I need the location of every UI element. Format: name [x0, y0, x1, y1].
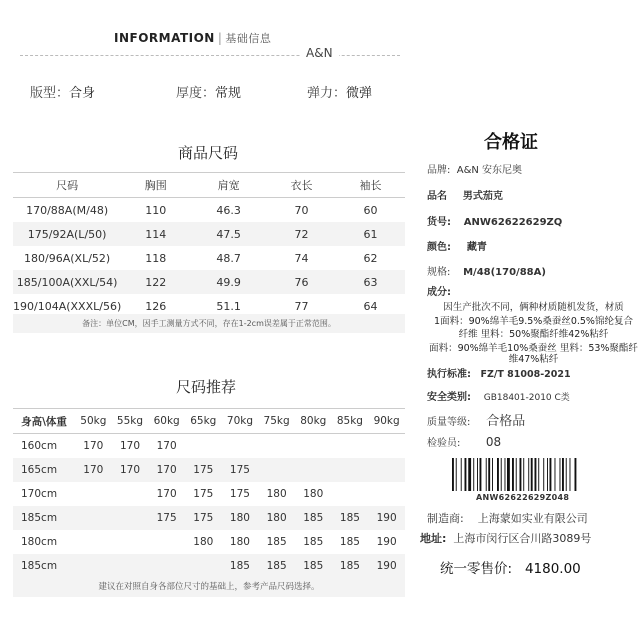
table-cell: 180cm — [21, 536, 58, 548]
recommendation-note: 建议在对照自身各部位尺寸的基础上，参考产品尺码选择。 — [13, 575, 405, 597]
table-cell: 185 — [332, 554, 369, 578]
table-cell: 46.3 — [190, 198, 267, 223]
table-cell — [185, 434, 222, 459]
barcode-bar — [473, 458, 474, 491]
brand-logo-text: A&N — [300, 46, 339, 60]
table-cell: 72 — [267, 222, 336, 246]
table-cell — [332, 458, 369, 482]
table-cell — [222, 434, 259, 459]
cert-address-row: 地址: 上海市闵行区合川路3089号 — [420, 532, 592, 545]
barcode-bar — [550, 458, 552, 491]
barcode-bar — [531, 458, 533, 491]
table-cell: 190/104A(XXXL/56) — [13, 294, 121, 318]
barcode-bar — [452, 458, 454, 491]
cert-color-row: 颜色: 藏青 — [427, 242, 487, 253]
barcode-bar — [535, 458, 537, 491]
table-cell: 47.5 — [190, 222, 267, 246]
composition-line: 因生产批次不同，俩种材质随机发货，材质 — [443, 302, 624, 313]
barcode-bar — [501, 458, 502, 491]
table-row — [13, 246, 405, 270]
table-cell: 70 — [267, 198, 336, 223]
size-col-header: 袖长 — [336, 173, 405, 198]
barcode-bar — [486, 458, 487, 491]
cert-spec-row: 规格: M/48(170/88A) — [427, 267, 546, 278]
cert-grade-row: 质量等级: 合格品 — [427, 414, 526, 429]
table-cell: 185 — [332, 506, 369, 530]
table-cell: 175 — [222, 458, 259, 482]
recommendation-title: 尺码推荐 — [176, 378, 237, 396]
table-cell — [75, 506, 112, 530]
size-table-header — [13, 173, 405, 198]
table-cell — [332, 434, 369, 459]
table-cell: 170cm — [21, 488, 58, 500]
table-cell: 74 — [267, 246, 336, 270]
prop-thickness: 厚度：常规 — [176, 86, 242, 101]
barcode-bar — [562, 458, 564, 491]
dotted-divider — [20, 55, 400, 56]
composition-line: 维47%粘纤 — [508, 354, 559, 365]
table-cell: 64 — [336, 294, 405, 318]
size-chart-title: 商品尺码 — [178, 144, 239, 162]
table-cell: 185cm — [13, 506, 75, 530]
size-col-header: 尺码 — [13, 173, 121, 198]
rec-col-header: 85kg — [332, 409, 369, 434]
barcode-bar — [488, 458, 490, 491]
info-subtitle: 基础信息 — [225, 32, 272, 45]
table-cell: 180/96A(XL/52) — [13, 246, 121, 270]
table-cell: 190 — [376, 536, 397, 548]
table-cell: 170 — [156, 488, 177, 500]
table-cell: 180 — [229, 536, 250, 548]
table-row — [13, 530, 405, 554]
rec-col-header: 50kg — [75, 409, 112, 434]
composition-line: 1面料：90%绵羊毛9.5%桑蚕丝0.5%锦纶复合 — [434, 315, 633, 327]
table-row — [13, 434, 405, 459]
barcode-bar — [547, 458, 548, 491]
barcode-bar — [497, 458, 499, 491]
table-cell — [295, 434, 332, 459]
table-cell — [75, 482, 112, 506]
table-cell: 175 — [193, 488, 214, 500]
table-cell: 48.7 — [190, 246, 267, 270]
table-cell: 63 — [336, 270, 405, 294]
table-cell: 77 — [267, 294, 336, 318]
table-cell — [368, 434, 405, 459]
table-row — [13, 270, 405, 294]
barcode-bar — [512, 458, 514, 491]
table-cell: 180 — [303, 488, 324, 500]
table-cell — [112, 506, 149, 530]
table-cell: 180 — [266, 488, 287, 500]
table-cell — [148, 530, 185, 554]
barcode-number: ANW62622629Z048 — [476, 493, 570, 502]
table-cell: 170 — [156, 440, 177, 452]
table-cell: 175 — [185, 458, 222, 482]
cert-name-row: 品名 男式茄克 — [427, 191, 503, 202]
rec-col-header: 75kg — [258, 409, 295, 434]
table-cell: 170 — [112, 458, 149, 482]
table-cell: 185/100A(XXL/54) — [13, 270, 121, 294]
cert-composition-text — [427, 301, 640, 365]
table-cell: 170 — [148, 458, 185, 482]
table-cell: 175 — [148, 506, 185, 530]
table-cell: 61 — [336, 222, 405, 246]
table-cell — [332, 482, 369, 506]
table-cell: 126 — [121, 294, 190, 318]
barcode-bar — [468, 458, 471, 491]
size-col-header: 衣长 — [267, 173, 336, 198]
table-row — [13, 458, 405, 482]
table-cell: 110 — [121, 198, 190, 223]
cert-inspector-row: 检验员: 08 — [427, 435, 502, 449]
table-cell — [368, 458, 405, 482]
table-cell — [112, 530, 149, 554]
barcode-bar — [507, 458, 510, 491]
size-col-header: 胸围 — [121, 173, 190, 198]
composition-line: 面料：90%绵羊毛10%桑蚕丝 里料：53%聚酯纤 — [429, 342, 638, 354]
table-cell: 165cm — [13, 458, 75, 482]
cert-safety-row: 安全类别: GB18401-2010 C类 — [427, 392, 570, 403]
barcode-bar — [505, 458, 506, 491]
rec-col-header: 60kg — [148, 409, 185, 434]
barcode-bar — [456, 458, 457, 491]
table-cell: 190 — [368, 506, 405, 530]
table-cell: 185 — [295, 554, 332, 578]
barcode-bar — [566, 458, 567, 491]
composition-line: 纤维 里料：50%聚酯纤维42%粘纤 — [458, 329, 609, 340]
barcode-image — [452, 458, 612, 498]
table-cell: 62 — [336, 246, 405, 270]
table-cell: 76 — [267, 270, 336, 294]
barcode-bar — [543, 458, 544, 491]
cert-sku-row: 货号: ANW62622629ZQ — [427, 217, 563, 228]
table-cell — [258, 458, 295, 482]
table-cell: 170/88A(M/48) — [13, 198, 121, 223]
cert-standard-row: 执行标准: FZ/T 81008-2021 — [427, 369, 571, 380]
info-title: INFORMATION — [114, 31, 215, 45]
table-cell: 170 — [83, 440, 104, 452]
barcode-bar — [480, 458, 482, 491]
table-cell: 170 — [119, 440, 140, 452]
table-cell: 180 — [258, 506, 295, 530]
table-cell: 170 — [75, 458, 112, 482]
barcode-bar — [560, 458, 561, 491]
table-cell — [258, 434, 295, 459]
table-cell — [112, 482, 149, 506]
table-cell: 185cm — [13, 554, 75, 578]
table-cell: 190 — [368, 554, 405, 578]
prop-elasticity: 弹力：微弹 — [307, 86, 373, 101]
info-header — [114, 30, 271, 46]
table-cell: 51.1 — [190, 294, 267, 318]
table-cell: 185 — [339, 536, 360, 548]
barcode-bar — [477, 458, 478, 491]
rec-col-header: 90kg — [368, 409, 405, 434]
rec-col-header: 70kg — [222, 409, 259, 434]
rec-col-header: 80kg — [295, 409, 332, 434]
table-row — [13, 506, 405, 530]
table-cell: 185 — [295, 506, 332, 530]
table-cell: 118 — [121, 246, 190, 270]
table-cell: 122 — [121, 270, 190, 294]
table-cell: 175 — [185, 506, 222, 530]
table-row — [13, 482, 405, 506]
table-cell: 185 — [303, 536, 324, 548]
table-cell: 175 — [229, 488, 250, 500]
size-col-header: 肩宽 — [190, 173, 267, 198]
table-row — [13, 198, 405, 223]
cert-brand-row: 品牌: A&N 安东尼奥 — [427, 165, 523, 176]
table-cell: 160cm — [21, 440, 58, 452]
table-cell: 185 — [266, 536, 287, 548]
table-cell: 185 — [222, 554, 259, 578]
barcode-bar — [516, 458, 517, 491]
barcode-bar — [528, 458, 529, 491]
recommendation-table — [13, 408, 405, 578]
barcode-bar — [520, 458, 522, 491]
rec-col-header: 55kg — [112, 409, 149, 434]
table-cell — [295, 458, 332, 482]
table-cell: 180 — [222, 506, 259, 530]
barcode-bar — [492, 458, 493, 491]
barcode-bar — [570, 458, 571, 491]
barcode-bar — [555, 458, 556, 491]
barcode-bar — [465, 458, 467, 491]
barcode-bar — [523, 458, 524, 491]
cert-composition-label: 成分: — [427, 287, 451, 298]
cert-maker-row: 制造商: 上海蒙如实业有限公司 — [427, 512, 588, 525]
barcode-bar — [461, 458, 462, 491]
barcode-bar — [575, 458, 577, 491]
table-cell: 185 — [258, 554, 295, 578]
table-cell: 180 — [193, 536, 214, 548]
table-row — [13, 222, 405, 246]
rec-table-header — [13, 409, 405, 434]
title-separator: | — [217, 31, 223, 45]
table-cell: 175/92A(L/50) — [13, 222, 121, 246]
size-table — [13, 172, 405, 318]
table-cell — [75, 530, 112, 554]
table-cell — [368, 482, 405, 506]
table-cell: 60 — [336, 198, 405, 223]
prop-fit: 版型：合身 — [30, 86, 96, 101]
barcode-bar — [538, 458, 539, 491]
certificate-title: 合格证 — [484, 132, 538, 153]
retail-price: 统一零售价: 4180.00 — [440, 561, 581, 577]
table-cell: 49.9 — [190, 270, 267, 294]
rec-col-header: 身高\体重 — [13, 409, 75, 434]
table-cell: 114 — [121, 222, 190, 246]
rec-col-header: 65kg — [185, 409, 222, 434]
size-chart-note: 备注：单位CM，因手工测量方式不同，存在1-2cm误差属于正常范围。 — [13, 314, 405, 333]
